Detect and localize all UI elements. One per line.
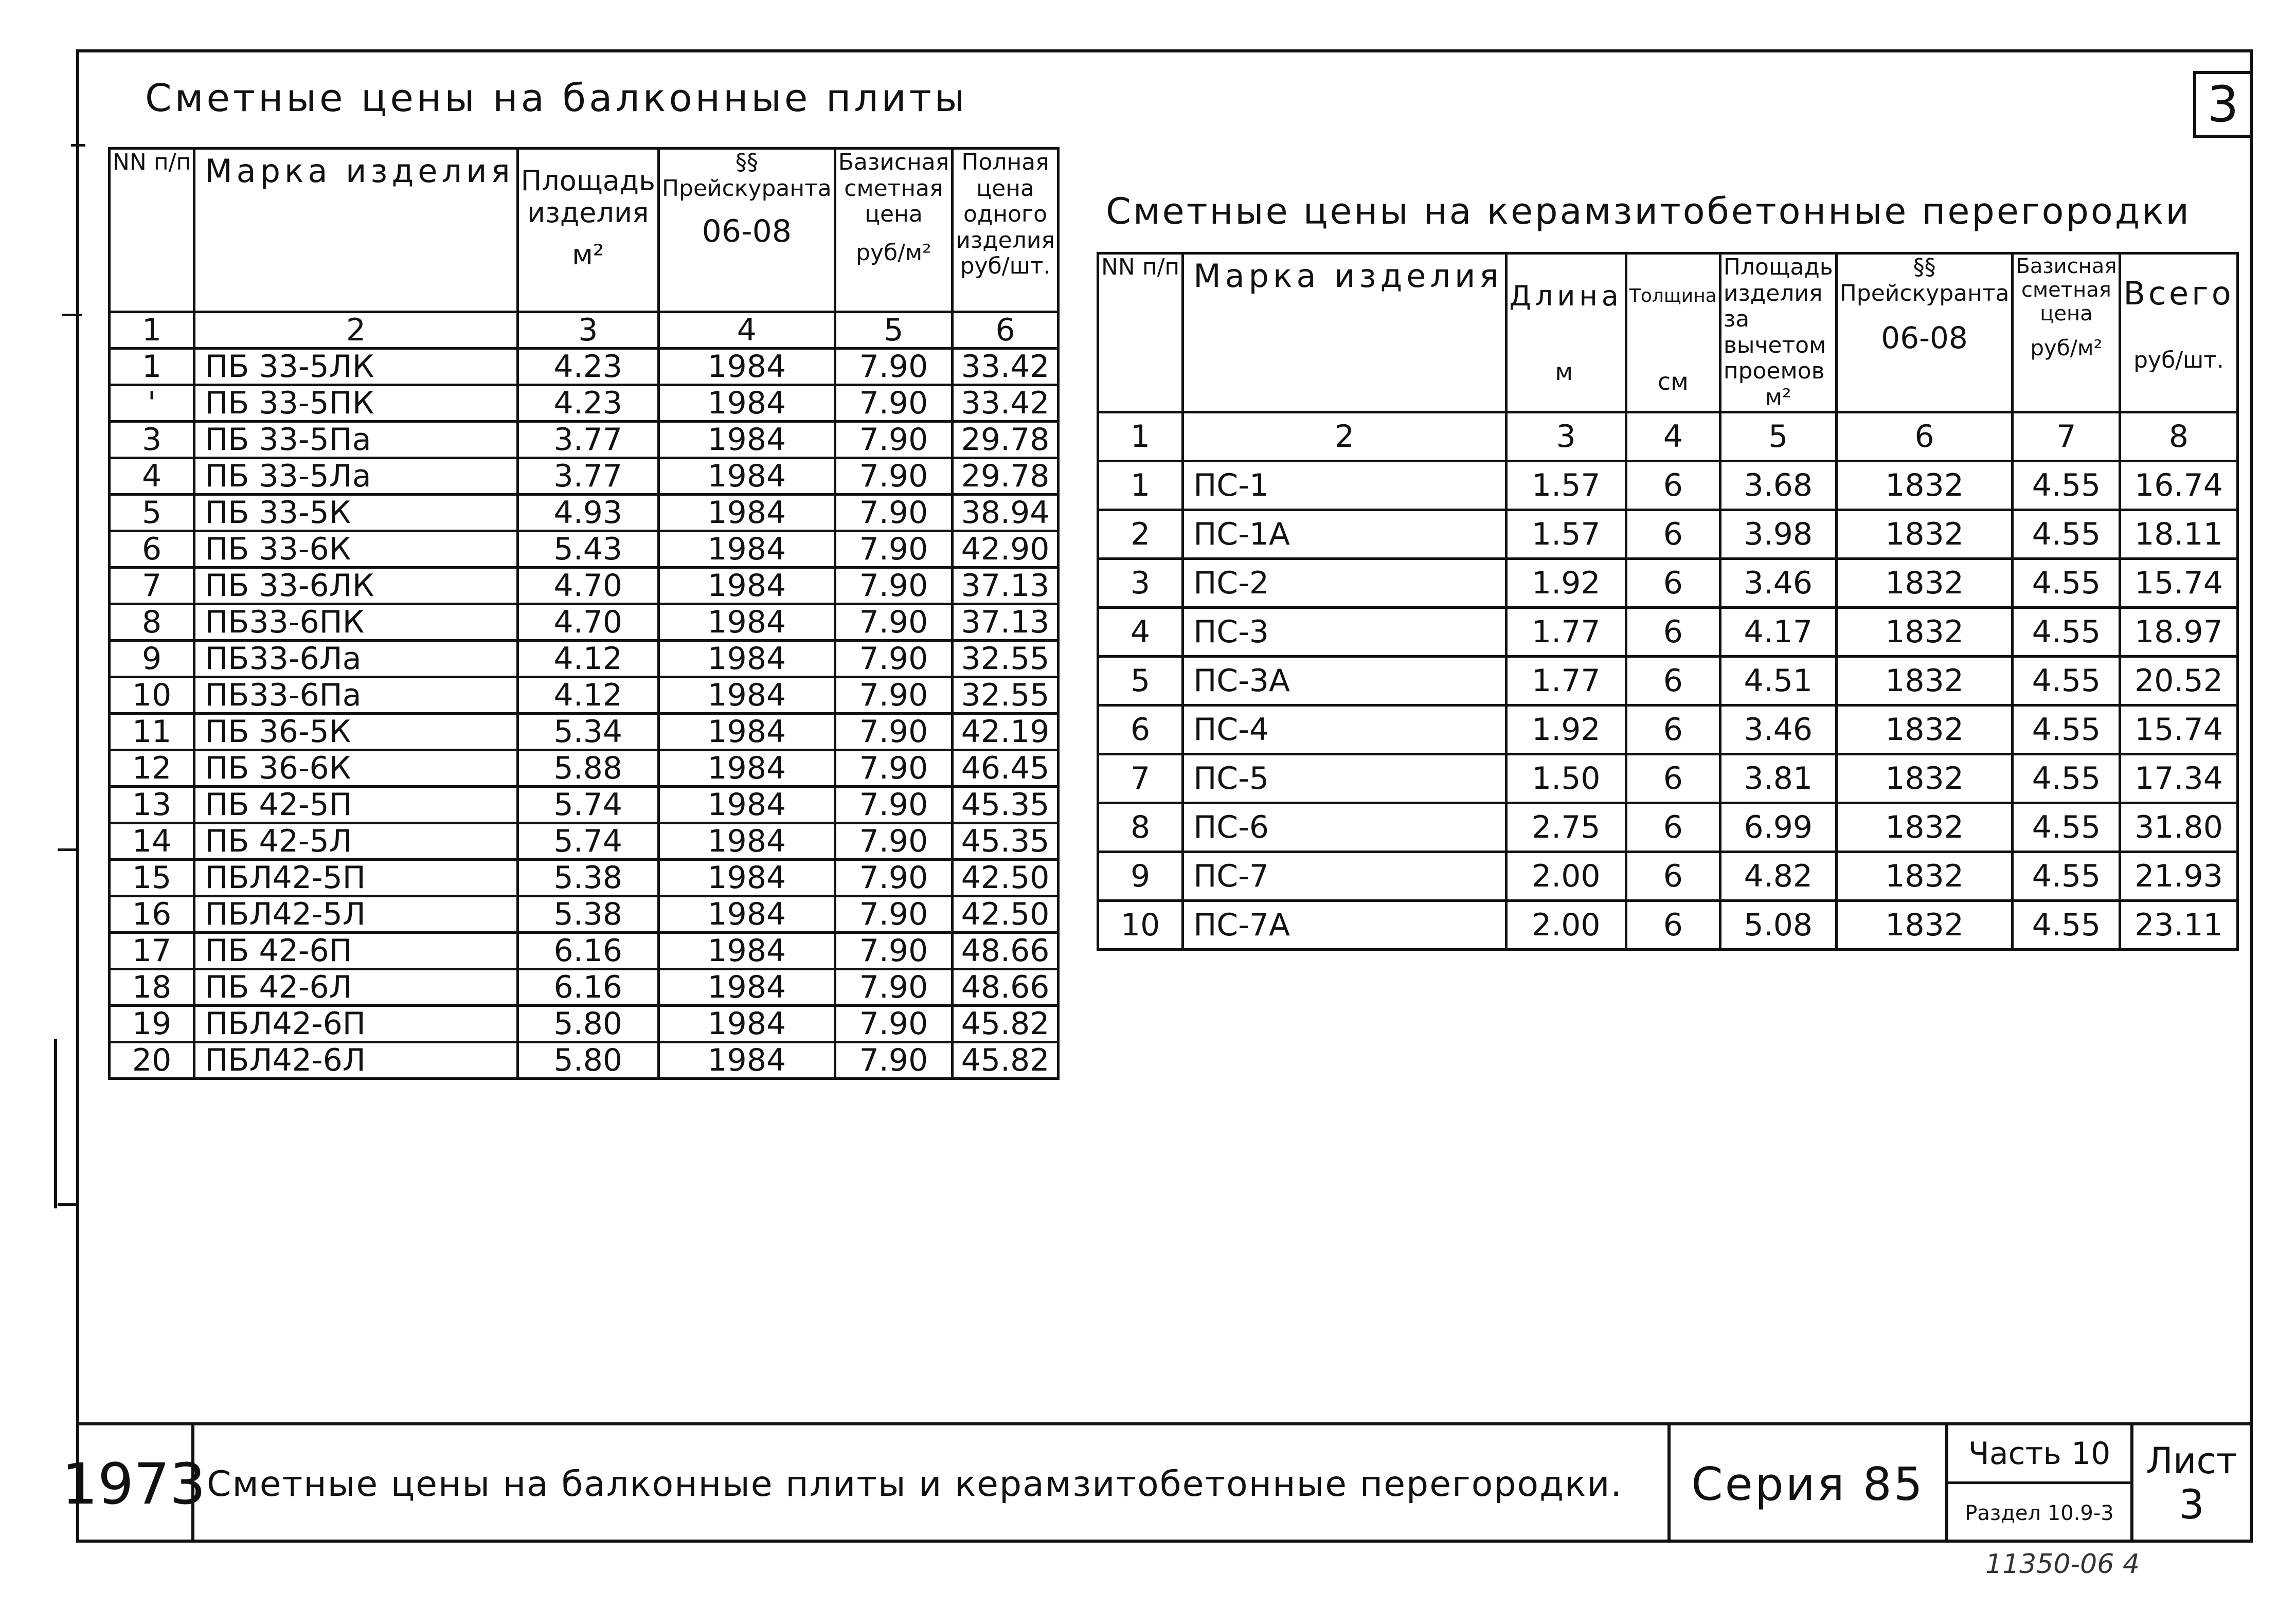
balcony-cell: 1984 (658, 677, 835, 714)
balcony-cell: 4.23 (517, 385, 658, 422)
partitions-cell: 1832 (1836, 705, 2013, 754)
balcony-row (110, 568, 1059, 604)
balcony-cell: ПБ 42-6Л (194, 969, 517, 1006)
partitions-cell: 1.92 (1506, 558, 1626, 607)
partitions-cell: 23.11 (2120, 900, 2237, 949)
partitions-cell: 6 (1626, 754, 1720, 803)
balcony-row (110, 714, 1059, 750)
partitions-cell: 1.92 (1506, 705, 1626, 754)
balcony-cell: 1984 (658, 641, 835, 677)
partitions-header-nn: NN п/п (1098, 254, 1183, 412)
partitions-cell: 18.11 (2120, 510, 2237, 558)
partitions-cell: 5.08 (1720, 900, 1836, 949)
balcony-cell: 7.90 (835, 641, 953, 677)
balcony-table-title: Сметные цены на балконные плиты (145, 76, 968, 120)
partitions-row (1098, 607, 2238, 656)
partitions-row (1098, 510, 2238, 558)
balcony-row (110, 604, 1059, 641)
balcony-row (110, 969, 1059, 1006)
balcony-cell: 45.35 (953, 823, 1059, 860)
balcony-header-area: Площадь изделия м² (517, 149, 658, 312)
partitions-column-numbers: 1 2 3 4 5 6 7 8 (1098, 412, 2238, 461)
balcony-cell: 42.50 (953, 860, 1059, 896)
balcony-cell: 7.90 (835, 896, 953, 933)
partitions-cell: 5 (1098, 656, 1183, 705)
balcony-row (110, 641, 1059, 677)
balcony-header-full: Полная цена одного изделия руб/шт. (953, 149, 1059, 312)
balcony-cell: 7.90 (835, 714, 953, 750)
balcony-table-body (110, 349, 1059, 1079)
balcony-cell: 18 (110, 969, 194, 1006)
balcony-cell: 1984 (658, 823, 835, 860)
balcony-cell: ПБ33-6ПК (194, 604, 517, 641)
balcony-cell: 7.90 (835, 349, 953, 385)
balcony-cell: 1984 (658, 349, 835, 385)
partitions-cell: 6 (1626, 803, 1720, 852)
balcony-cell: ПБ33-6Ла (194, 641, 517, 677)
balcony-cell: 3.77 (517, 422, 658, 458)
partitions-cell: 1.57 (1506, 461, 1626, 510)
balcony-cell: 29.78 (953, 422, 1059, 458)
partitions-header-base: Базисная сметная цена руб/м² (2013, 254, 2120, 412)
partitions-cell: 4.55 (2013, 656, 2120, 705)
title-block-year: 1973 (76, 1425, 194, 1543)
balcony-cell: ПБ 36-5К (194, 714, 517, 750)
balcony-cell: 11 (110, 714, 194, 750)
balcony-header-price-ref: §§ Прейскуранта 06-08 (658, 149, 835, 312)
partitions-cell: 15.74 (2120, 705, 2237, 754)
partitions-cell: 1832 (1836, 558, 2013, 607)
balcony-row (110, 495, 1059, 531)
partitions-cell: ПС-4 (1183, 705, 1506, 754)
balcony-cell: 20 (110, 1042, 194, 1079)
balcony-header-base: Базисная сметная цена руб/м² (835, 149, 953, 312)
partitions-cell: 1832 (1836, 754, 2013, 803)
balcony-cell: 5.80 (517, 1042, 658, 1079)
balcony-cell: 32.55 (953, 641, 1059, 677)
balcony-cell: 1984 (658, 385, 835, 422)
title-block-part-section (1948, 1425, 2133, 1543)
balcony-cell: 1 (110, 349, 194, 385)
partitions-cell: 7 (1098, 754, 1183, 803)
balcony-row (110, 422, 1059, 458)
partitions-cell: ПС-3 (1183, 607, 1506, 656)
balcony-cell: ПБЛ42-6Л (194, 1042, 517, 1079)
partitions-header-price-ref: §§ Прейскуранта 06-08 (1836, 254, 2013, 412)
partitions-cell: 4.55 (2013, 705, 2120, 754)
partitions-cell: 10 (1098, 900, 1183, 949)
balcony-cell: 1984 (658, 896, 835, 933)
balcony-cell: 5.43 (517, 531, 658, 568)
partitions-cell: 6 (1626, 607, 1720, 656)
balcony-cell: ПБ 33-5ПК (194, 385, 517, 422)
balcony-cell: 6 (110, 531, 194, 568)
balcony-cell: ПБ 42-5П (194, 787, 517, 823)
balcony-cell: 7.90 (835, 969, 953, 1006)
balcony-cell: 1984 (658, 787, 835, 823)
balcony-cell: 45.82 (953, 1042, 1059, 1079)
balcony-cell: ПБ 33-5К (194, 495, 517, 531)
partitions-cell: 1832 (1836, 656, 2013, 705)
balcony-cell: 1984 (658, 568, 835, 604)
balcony-row (110, 531, 1059, 568)
balcony-cell: ПБ 33-6ЛК (194, 568, 517, 604)
balcony-row (110, 896, 1059, 933)
partitions-table-title: Сметные цены на керамзитобетонные перегородки (1106, 190, 2191, 232)
partitions-cell: 1.57 (1506, 510, 1626, 558)
partitions-row (1098, 900, 2238, 949)
balcony-row (110, 750, 1059, 787)
balcony-row (110, 823, 1059, 860)
partitions-cell: 2.75 (1506, 803, 1626, 852)
partitions-cell: ПС-7 (1183, 852, 1506, 900)
partitions-cell: 6 (1626, 900, 1720, 949)
partitions-cell: 3.46 (1720, 558, 1836, 607)
balcony-cell: ПБ 42-6П (194, 933, 517, 969)
partitions-cell: 9 (1098, 852, 1183, 900)
sheet-label: Лист (2146, 1440, 2237, 1482)
title-block (62, 1422, 2253, 1543)
partitions-header-area: Площадь изделия за вычетом проемов м² (1720, 254, 1836, 412)
partitions-cell: 6 (1626, 461, 1720, 510)
balcony-cell: 7.90 (835, 1006, 953, 1042)
balcony-cell: 1984 (658, 750, 835, 787)
balcony-cell: 7.90 (835, 750, 953, 787)
partitions-cell: 31.80 (2120, 803, 2237, 852)
balcony-cell: 1984 (658, 969, 835, 1006)
balcony-cell: 45.82 (953, 1006, 1059, 1042)
balcony-cell: 45.35 (953, 787, 1059, 823)
balcony-price-table (108, 147, 1060, 1080)
balcony-cell: 6.16 (517, 933, 658, 969)
balcony-cell: 14 (110, 823, 194, 860)
partitions-cell: 4.55 (2013, 754, 2120, 803)
partitions-cell: 1832 (1836, 852, 2013, 900)
section-label: Раздел 10.9-3 (1965, 1502, 2114, 1525)
balcony-cell: 42.90 (953, 531, 1059, 568)
balcony-cell: 5.74 (517, 787, 658, 823)
partitions-cell: 6 (1626, 852, 1720, 900)
partitions-cell: 4 (1098, 607, 1183, 656)
partitions-cell: 6 (1626, 558, 1720, 607)
balcony-cell: 7.90 (835, 495, 953, 531)
partitions-row (1098, 852, 2238, 900)
partitions-header-mark: Марка изделия (1183, 254, 1506, 412)
partitions-cell: 1.77 (1506, 656, 1626, 705)
partitions-cell: ПС-5 (1183, 754, 1506, 803)
partitions-row (1098, 705, 2238, 754)
balcony-cell: 4.70 (517, 568, 658, 604)
balcony-cell: 1984 (658, 1042, 835, 1079)
sheet-value: 3 (2179, 1482, 2204, 1528)
balcony-row (110, 677, 1059, 714)
margin-tick (58, 1203, 78, 1206)
balcony-cell: 4.70 (517, 604, 658, 641)
balcony-cell: 33.42 (953, 349, 1059, 385)
partitions-cell: 3 (1098, 558, 1183, 607)
partitions-price-table (1097, 252, 2239, 951)
partitions-cell: 3.98 (1720, 510, 1836, 558)
balcony-cell: 1984 (658, 531, 835, 568)
partitions-cell: 16.74 (2120, 461, 2237, 510)
balcony-row (110, 1006, 1059, 1042)
balcony-cell: 7 (110, 568, 194, 604)
balcony-cell: 1984 (658, 422, 835, 458)
partitions-cell: 4.55 (2013, 461, 2120, 510)
partitions-cell: 4.55 (2013, 510, 2120, 558)
partitions-cell: 2.00 (1506, 852, 1626, 900)
partitions-cell: 6.99 (1720, 803, 1836, 852)
balcony-cell: 42.19 (953, 714, 1059, 750)
balcony-cell: 7.90 (835, 1042, 953, 1079)
balcony-cell: 4.93 (517, 495, 658, 531)
partitions-cell: 4.55 (2013, 803, 2120, 852)
balcony-cell: 1984 (658, 714, 835, 750)
partitions-header-total: Всего руб/шт. (2120, 254, 2237, 412)
balcony-cell: 7.90 (835, 677, 953, 714)
balcony-cell: ПБ 36-6К (194, 750, 517, 787)
balcony-cell: ПБ 33-5Ла (194, 458, 517, 495)
balcony-cell: ПБЛ42-6П (194, 1006, 517, 1042)
balcony-cell: 1984 (658, 933, 835, 969)
balcony-cell: 7.90 (835, 458, 953, 495)
balcony-row (110, 385, 1059, 422)
balcony-cell: 1984 (658, 604, 835, 641)
balcony-cell: 7.90 (835, 860, 953, 896)
balcony-cell: 5 (110, 495, 194, 531)
balcony-header-mark: Марка изделия (194, 149, 517, 312)
partitions-cell: 3.81 (1720, 754, 1836, 803)
balcony-cell: 5.80 (517, 1006, 658, 1042)
balcony-cell: ПБ 33-6К (194, 531, 517, 568)
partitions-cell: 6 (1098, 705, 1183, 754)
balcony-cell: 5.38 (517, 860, 658, 896)
partitions-cell: 1832 (1836, 607, 2013, 656)
margin-tick (71, 144, 85, 147)
binding-margin-line (54, 1039, 57, 1208)
balcony-cell: 7.90 (835, 422, 953, 458)
partitions-cell: 18.97 (2120, 607, 2237, 656)
balcony-cell: 7.90 (835, 933, 953, 969)
partitions-cell: 1.77 (1506, 607, 1626, 656)
balcony-cell: 8 (110, 604, 194, 641)
balcony-row (110, 458, 1059, 495)
title-block-series: Серия 85 (1671, 1425, 1948, 1543)
balcony-cell: 1984 (658, 860, 835, 896)
partitions-cell: ПС-3А (1183, 656, 1506, 705)
balcony-cell: 15 (110, 860, 194, 896)
partitions-row (1098, 754, 2238, 803)
balcony-cell: 9 (110, 641, 194, 677)
balcony-cell: 10 (110, 677, 194, 714)
part-label: Часть 10 (1968, 1435, 2111, 1472)
partitions-cell: ПС-1А (1183, 510, 1506, 558)
balcony-cell: 1984 (658, 495, 835, 531)
balcony-cell: 7.90 (835, 823, 953, 860)
partitions-cell: ПС-6 (1183, 803, 1506, 852)
partitions-cell: 15.74 (2120, 558, 2237, 607)
balcony-cell: 29.78 (953, 458, 1059, 495)
balcony-cell: 1984 (658, 458, 835, 495)
partitions-cell: 4.55 (2013, 900, 2120, 949)
partitions-cell: 21.93 (2120, 852, 2237, 900)
partitions-cell: 4.82 (1720, 852, 1836, 900)
margin-tick (62, 314, 82, 316)
partitions-cell: 20.52 (2120, 656, 2237, 705)
balcony-cell: 7.90 (835, 787, 953, 823)
balcony-cell: 7.90 (835, 568, 953, 604)
partitions-cell: 17.34 (2120, 754, 2237, 803)
balcony-cell: 4.23 (517, 349, 658, 385)
partitions-cell: 1832 (1836, 461, 2013, 510)
balcony-cell: ' (110, 385, 194, 422)
balcony-cell: 37.13 (953, 568, 1059, 604)
margin-tick (58, 848, 78, 851)
balcony-cell: 38.94 (953, 495, 1059, 531)
partitions-cell: 4.51 (1720, 656, 1836, 705)
balcony-cell: 7.90 (835, 385, 953, 422)
partitions-cell: 4.55 (2013, 607, 2120, 656)
partitions-cell: 4.17 (1720, 607, 1836, 656)
balcony-cell: 19 (110, 1006, 194, 1042)
balcony-row (110, 787, 1059, 823)
partitions-row (1098, 461, 2238, 510)
balcony-cell: 7.90 (835, 531, 953, 568)
sheet-number: 3 (2207, 76, 2239, 133)
balcony-row (110, 1042, 1059, 1079)
balcony-cell: ПБЛ42-5Л (194, 896, 517, 933)
balcony-cell: ПБ33-6Па (194, 677, 517, 714)
partitions-cell: 2 (1098, 510, 1183, 558)
balcony-cell: 4.12 (517, 641, 658, 677)
partitions-cell: 8 (1098, 803, 1183, 852)
balcony-row (110, 860, 1059, 896)
partitions-cell: 2.00 (1506, 900, 1626, 949)
balcony-cell: 3 (110, 422, 194, 458)
balcony-cell: 32.55 (953, 677, 1059, 714)
balcony-cell: 42.50 (953, 896, 1059, 933)
balcony-cell: 7.90 (835, 604, 953, 641)
partitions-table-body (1098, 461, 2238, 949)
archive-code-stamp: 11350-06 4 (1985, 1549, 2140, 1580)
partitions-cell: 6 (1626, 656, 1720, 705)
partitions-cell: 1832 (1836, 510, 2013, 558)
partitions-cell: 1 (1098, 461, 1183, 510)
balcony-cell: 17 (110, 933, 194, 969)
partitions-cell: ПС-1 (1183, 461, 1506, 510)
balcony-cell: 5.34 (517, 714, 658, 750)
partitions-row (1098, 803, 2238, 852)
balcony-cell: 46.45 (953, 750, 1059, 787)
partitions-cell: 1832 (1836, 803, 2013, 852)
balcony-cell: 5.74 (517, 823, 658, 860)
balcony-row (110, 349, 1059, 385)
partitions-cell: 6 (1626, 510, 1720, 558)
balcony-cell: 48.66 (953, 933, 1059, 969)
sheet-number-box (2193, 71, 2253, 138)
partitions-cell: 3.68 (1720, 461, 1836, 510)
partitions-cell: 3.46 (1720, 705, 1836, 754)
partitions-header-length: Длина м (1506, 254, 1626, 412)
balcony-cell: 1984 (658, 1006, 835, 1042)
partitions-row (1098, 656, 2238, 705)
balcony-cell: 12 (110, 750, 194, 787)
balcony-cell: ПБ 42-5Л (194, 823, 517, 860)
title-block-title: Сметные цены на балконные плиты и керамзитобетонные перегородки. (194, 1425, 1671, 1543)
partitions-header-thickness: Толщина см (1626, 254, 1720, 412)
balcony-cell: 4 (110, 458, 194, 495)
partitions-cell: 4.55 (2013, 558, 2120, 607)
balcony-cell: 5.88 (517, 750, 658, 787)
balcony-row (110, 933, 1059, 969)
partitions-cell: 1.50 (1506, 754, 1626, 803)
partitions-row (1098, 558, 2238, 607)
partitions-cell: 4.55 (2013, 852, 2120, 900)
partitions-cell: ПС-7А (1183, 900, 1506, 949)
balcony-cell: 3.77 (517, 458, 658, 495)
balcony-cell: 16 (110, 896, 194, 933)
balcony-cell: 13 (110, 787, 194, 823)
balcony-cell: 48.66 (953, 969, 1059, 1006)
balcony-cell: 5.38 (517, 896, 658, 933)
title-block-sheet (2133, 1425, 2250, 1543)
balcony-cell: 6.16 (517, 969, 658, 1006)
balcony-cell: ПБ 33-5Па (194, 422, 517, 458)
balcony-cell: 33.42 (953, 385, 1059, 422)
partitions-cell: ПС-2 (1183, 558, 1506, 607)
balcony-column-numbers: 1 2 3 4 5 6 (110, 312, 1059, 349)
balcony-cell: 4.12 (517, 677, 658, 714)
partitions-cell: 1832 (1836, 900, 2013, 949)
partitions-cell: 6 (1626, 705, 1720, 754)
balcony-cell: ПБЛ42-5П (194, 860, 517, 896)
balcony-cell: ПБ 33-5ЛК (194, 349, 517, 385)
balcony-header-nn: NN п/п (110, 149, 194, 312)
balcony-cell: 37.13 (953, 604, 1059, 641)
